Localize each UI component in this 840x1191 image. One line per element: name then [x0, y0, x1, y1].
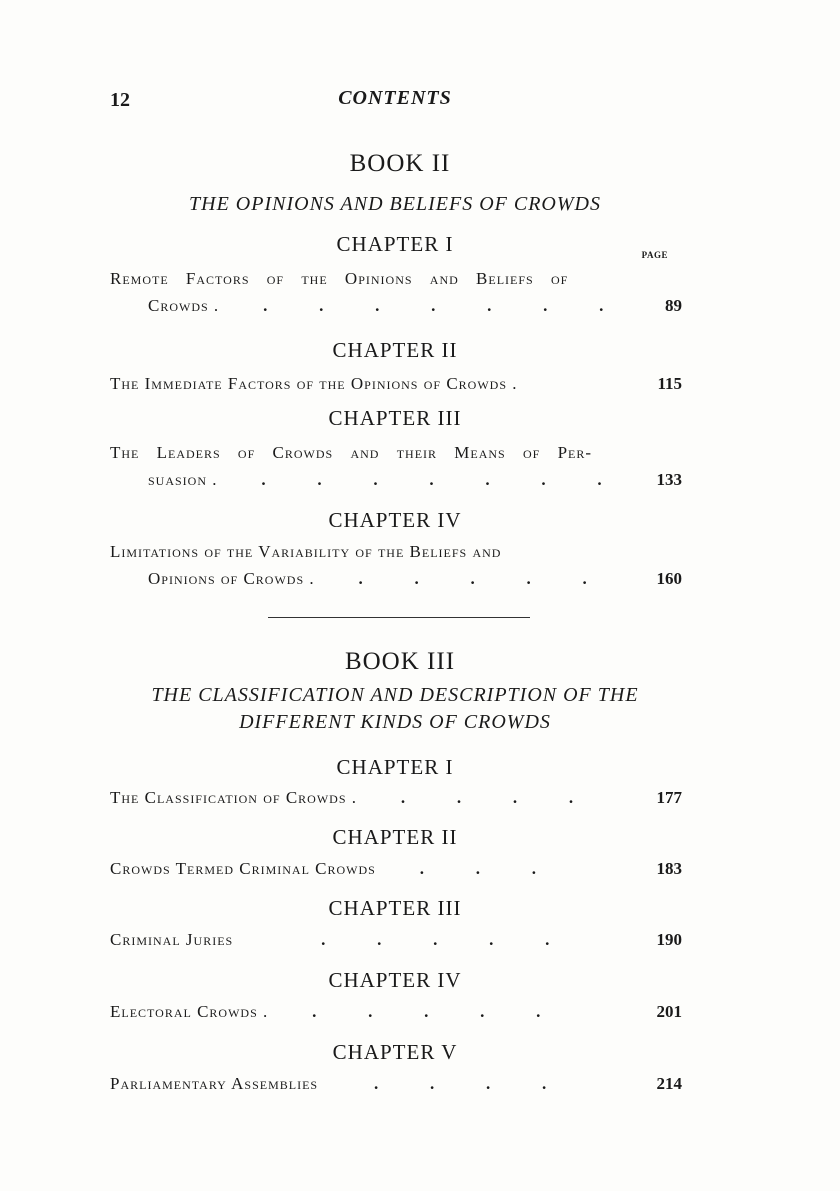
book-3-chapter-2-heading: CHAPTER II: [332, 825, 458, 849]
book-3-subtitle-line2: DIFFERENT KINDS OF CROWDS: [239, 711, 551, 733]
book-3-chapter-1-heading: CHAPTER I: [336, 755, 454, 779]
book-2-chapter-4-heading: CHAPTER IV: [328, 508, 462, 532]
dot-leaders: . . . .: [373, 1074, 547, 1093]
book-3-chapter-2-title: Crowds Termed Criminal Crowds . . .: [110, 859, 562, 879]
page-column-label: PAGE: [641, 250, 668, 260]
dot-leaders: . . . . . . .: [263, 296, 604, 315]
book-2-chapter-4-title-line2: Opinions of Crowds . . . . . .: [148, 569, 613, 589]
dot-leaders: . . . . . . .: [261, 470, 602, 489]
dot-leaders: . . . .: [400, 788, 574, 807]
book-2-chapter-3-heading: CHAPTER III: [328, 406, 462, 430]
book-2-chapter-2-title: The Immediate Factors of the Opinions of Crowds .: [110, 374, 518, 393]
book-2-chapter-1-title-line1: Remote Factors of the Opinions and Beliefs of: [110, 269, 569, 288]
book-2-chapter-2-page: 115: [657, 374, 682, 393]
dot-leaders: . . . . .: [358, 569, 587, 588]
book-3-chapter-4-page: 201: [656, 1002, 682, 1021]
book-2-chapter-3-title-line1: The Leaders of Crowds and their Means of Per-: [110, 443, 593, 462]
book-2-chapter-1-heading: CHAPTER I: [336, 232, 454, 256]
section-divider: [268, 617, 530, 618]
dot-leaders: . . . . .: [321, 930, 550, 949]
book-2-chapter-1-page: 89: [665, 296, 682, 315]
book-3-subtitle-line1: THE CLASSIFICATION AND DESCRIPTION OF THE: [151, 684, 639, 706]
book-3-title: BOOK III: [344, 648, 456, 675]
book-2-subtitle: THE OPINIONS AND BELIEFS OF CROWDS: [189, 193, 601, 215]
page-number: 12: [110, 89, 130, 111]
book-3-chapter-1-title: The Classification of Crowds . . . . .: [110, 788, 599, 808]
dot-leaders: . . . . .: [312, 1002, 541, 1021]
book-3-chapter-4-heading: CHAPTER IV: [328, 968, 462, 992]
book-3-chapter-5-heading: CHAPTER V: [332, 1040, 458, 1064]
book-2-chapter-4-page: 160: [656, 569, 682, 588]
book-3-chapter-4-title: Electoral Crowds . . . . . .: [110, 1002, 566, 1022]
book-2-chapter-3-title-line2: suasion . . . . . . . .: [148, 470, 628, 490]
book-2-chapter-4-title-line1: Limitations of the Variability of the Beliefs and: [110, 542, 502, 561]
book-3-chapter-5-title: Parliamentary Assemblies . . . .: [110, 1074, 572, 1094]
running-title: CONTENTS: [338, 87, 452, 109]
book-3-chapter-1-page: 177: [656, 788, 682, 807]
book-2-chapter-2-heading: CHAPTER II: [332, 338, 458, 362]
book-3-chapter-3-page: 190: [656, 930, 682, 949]
book-2-chapter-1-title-line2: Crowds . . . . . . . .: [148, 296, 629, 316]
book-2-title: BOOK II: [349, 150, 451, 177]
book-3-chapter-5-page: 214: [656, 1074, 682, 1093]
dot-leaders: . . .: [419, 859, 536, 878]
book-3-chapter-3-heading: CHAPTER III: [328, 896, 462, 920]
book-3-chapter-2-page: 183: [656, 859, 682, 878]
book-3-chapter-3-title: Criminal Juries . . . . .: [110, 930, 575, 950]
book-2-chapter-3-page: 133: [656, 470, 682, 489]
